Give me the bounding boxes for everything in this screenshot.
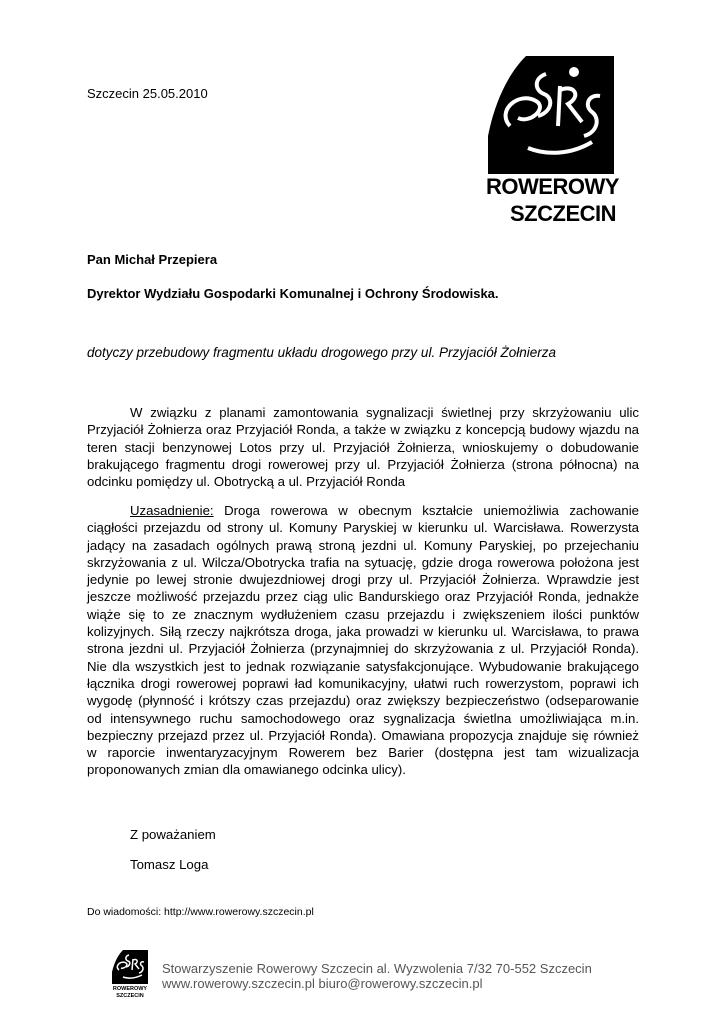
letter-date: Szczecin 25.05.2010 bbox=[87, 86, 208, 101]
footer-logo bbox=[108, 950, 152, 1002]
logo-text-rowerowy: ROWEROWY bbox=[486, 174, 619, 199]
body-paragraph-1 bbox=[87, 404, 639, 490]
cc-note: Do wiadomości: http://www.rowerowy.szczecin.pl bbox=[87, 906, 314, 918]
signature-name: Tomasz Loga bbox=[130, 857, 209, 872]
recipient-name: Pan Michał Przepiera bbox=[87, 252, 218, 267]
srs-logo-icon bbox=[488, 56, 614, 174]
footer-address: Stowarzyszenie Rowerowy Szczecin al. Wyzwolenia 7/32 70-552 Szczecin bbox=[162, 961, 592, 976]
rowerowy-szczecin-logo bbox=[486, 56, 619, 226]
letter-subject: dotyczy przebudowy fragmentu układu drogowego przy ul. Przyjaciół Żołnierza bbox=[87, 345, 556, 360]
body-paragraph-1-text: W związku z planami zamontowania sygnalizacji świetlnej przy skrzyżowaniu ulic Przyjaciół Żołnierza oraz Przyjaciół Ronda, a także w związku z koncepcją budowy wjazdu na teren stacji benzynowej Lotos przy ul. Przyjaciół Żołnierza, wnioskujemy o dobudowanie brakującego fragmentu drogi rowerowej przy ul. Przyjaciół Żołnierza (strona północna) na odcinku pomiędzy ul. Obotrycką a ul. Przyjaciół Ronda bbox=[87, 405, 639, 490]
footer-logo-text-szczecin: SZCZECIN bbox=[116, 993, 144, 999]
closing-greeting: Z poważaniem bbox=[130, 827, 216, 842]
recipient-title: Dyrektor Wydziału Gospodarki Komunalnej i Ochrony Środowiska. bbox=[87, 286, 499, 301]
footer-srs-logo-icon bbox=[112, 950, 148, 984]
justification-label: Uzasadnienie: bbox=[130, 503, 214, 518]
body-paragraph-2-text: Droga rowerowa w obecnym kształcie uniemożliwia zachowanie ciągłości przejazdu od strony ul. Komuny Paryskiej w kierunku ul. Warcisława. Rowerzysta jadący na zasadach ogólnych prawą stroną jezdni ul. Komuny Paryskiej, po przejechaniu skrzyżowania z ul. Wilcza/Obotrycka trafia na sytuację, gdzie droga rowerowa położona jest jedynie po lewej stronie dwujezdniowej drogi przy ul. Przyjaciół Żołnierza. Wprawdzie jest jeszcze możliwość przejazdu przez ciąg ulic Bandurskiego oraz Przyjaciół Ronda, jednakże wiąże się to ze znacznym wydłużeniem czasu przejazdu i zwiększeniem ilości punktów kolizyjnych. Siłą rzeczy najkrótsza droga, jaka prowadzi w kierunku ul. Warcisława, to prawa strona jezdni ul. Przyjaciół Żołnierza (przynajmniej do skrzyżowania z ul. Przyjaciół Ronda). Nie dla wszystkich jest to jednak rozwiązanie satysfakcjonujące. Wybudowanie brakującego łącznika drogi rowerowej poprawi ład komunikacyjny, ułatwi ruch rowerzystom, poprawi ich wygodę (płynność i krótszy czas przejazdu) oraz zwiększy bezpieczeństwo (odseparowanie od intensywnego ruchu samochodowego oraz sygnalizacja świetlna umożliwiająca m.in. bezpieczny przejazd przez ul. Przyjaciół Ronda). Omawiana propozycja znajduje się również w raporcie inwentaryzacyjnym Rowerem bez Barier (dostępna jest tam wizualizacja proponowanych zmian dla omawianego odcinka ulicy). bbox=[87, 503, 639, 778]
footer-contact: www.rowerowy.szczecin.pl biuro@rowerowy.szczecin.pl bbox=[162, 976, 483, 991]
footer-logo-text-rowerowy: ROWEROWY bbox=[112, 986, 148, 992]
logo-text-szczecin: SZCZECIN bbox=[510, 201, 616, 226]
body-paragraph-2 bbox=[87, 502, 639, 779]
